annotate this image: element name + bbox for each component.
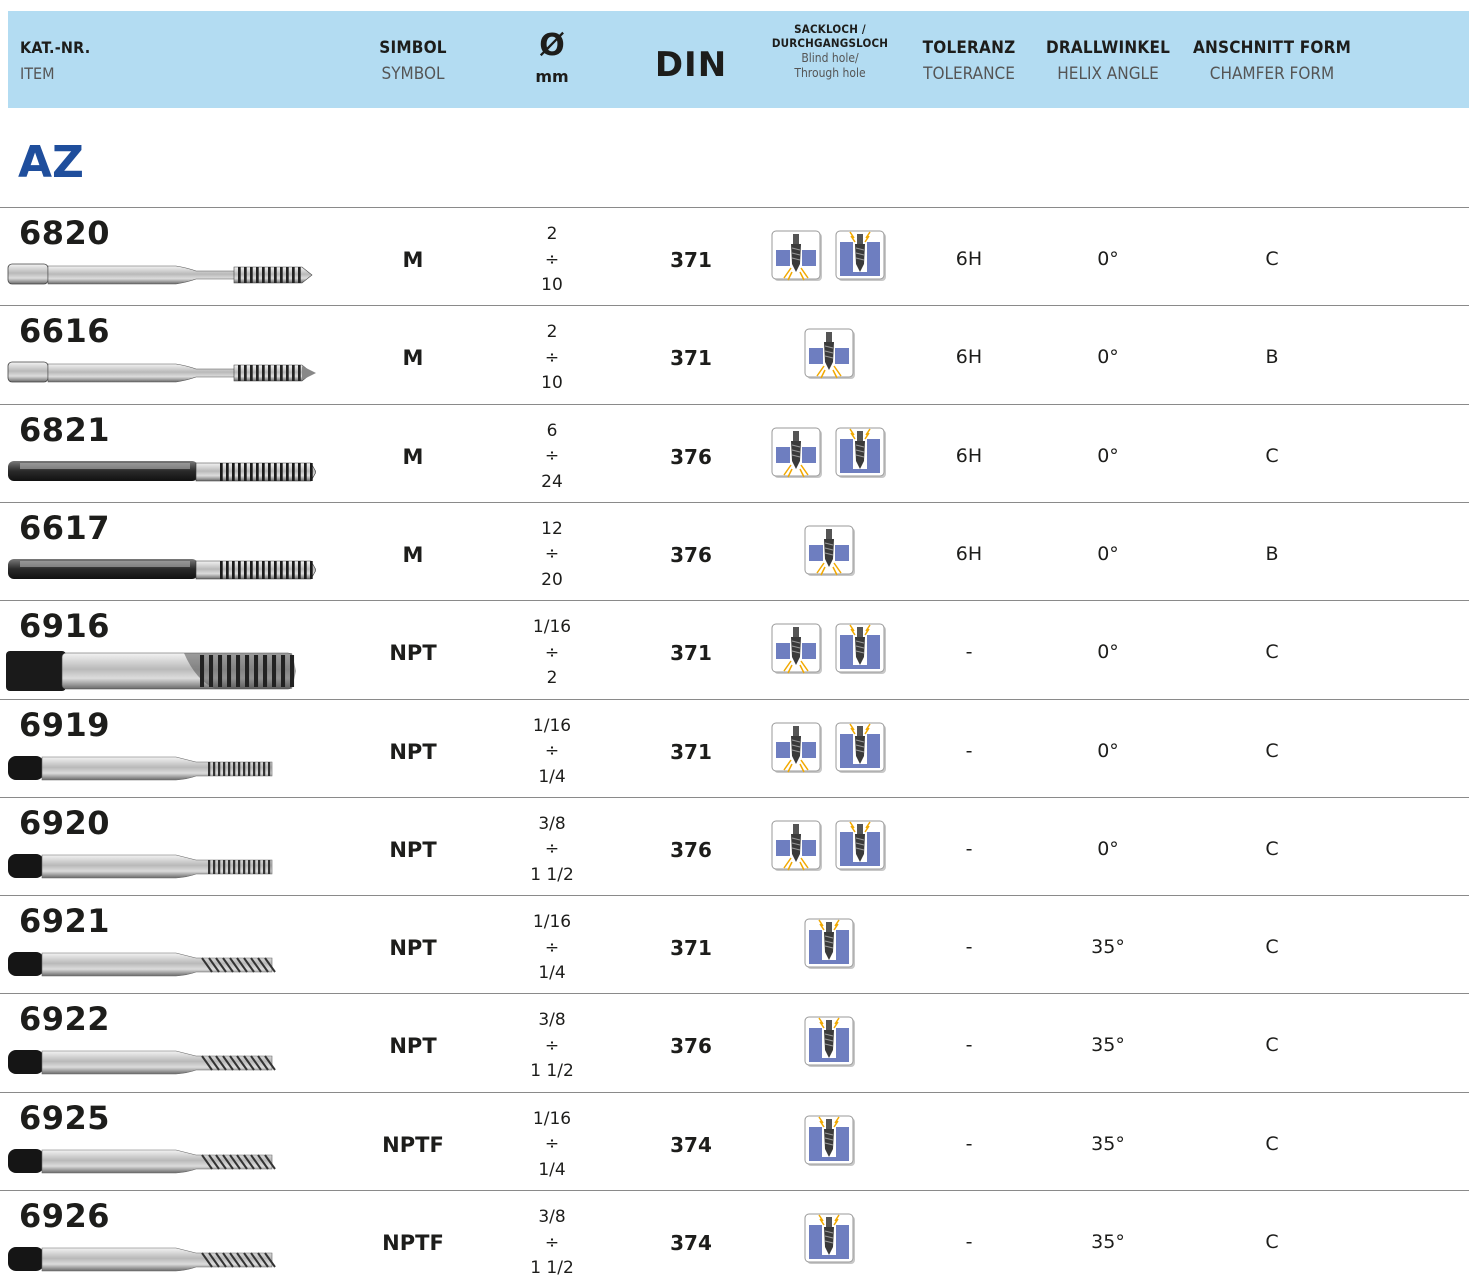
tolerance-value: -	[965, 641, 973, 664]
helix-angle-value: 35°	[1091, 936, 1125, 959]
header-tol-de: TOLERANZ	[922, 38, 1016, 58]
diameter-min: 1/16	[532, 912, 572, 933]
thread-symbol: NPT	[389, 837, 437, 862]
hole-type-icons	[770, 720, 890, 776]
catalog-number: 6925	[19, 1098, 111, 1137]
diameter-max: 1 1/2	[530, 1061, 574, 1082]
diameter-separator: ÷	[544, 1035, 560, 1056]
hole-type-icons	[770, 818, 890, 874]
chamfer-form-value: C	[1265, 444, 1279, 467]
tool-image	[6, 848, 316, 898]
helix-angle-value: 0°	[1097, 837, 1119, 860]
through-hole-icon	[770, 720, 826, 776]
tap-tool-image	[6, 455, 316, 501]
catalog-number: 6919	[19, 705, 111, 744]
din-number: 371	[670, 248, 712, 272]
catalog-number: 6820	[19, 214, 111, 252]
chamfer-form-value: B	[1265, 542, 1279, 565]
hole-type-icons	[803, 916, 859, 972]
catalog-number: 6926	[19, 1197, 111, 1235]
diameter-range	[512, 1205, 592, 1282]
din-number: 374	[670, 1231, 712, 1255]
header-hole-de-1: SACKLOCH /	[794, 22, 866, 36]
diameter-max: 1 1/2	[530, 864, 574, 885]
chamfer-form-value: C	[1265, 248, 1279, 270]
tap-tool-image	[6, 848, 316, 894]
header-item-en: ITEM	[20, 64, 55, 83]
tolerance-value: -	[965, 739, 973, 762]
header-tol-en: TOLERANCE	[923, 64, 1015, 84]
diameter-range	[512, 812, 592, 889]
diameter-range	[512, 517, 592, 594]
header-item	[20, 38, 90, 83]
tool-image	[6, 356, 316, 406]
blind-hole-icon	[834, 228, 890, 284]
tool-image	[6, 258, 316, 308]
helix-angle-value: 0°	[1097, 248, 1119, 270]
header-symbol	[379, 38, 447, 84]
din-number: 371	[670, 641, 712, 666]
helix-angle-value: 0°	[1097, 542, 1119, 565]
chamfer-form-value: B	[1265, 346, 1279, 369]
tolerance-value: -	[965, 936, 973, 959]
diameter-min: 1/16	[532, 1108, 572, 1129]
hole-type-icons	[803, 326, 859, 382]
chamfer-form-value: C	[1265, 641, 1279, 664]
tool-image	[6, 1241, 316, 1282]
header-hole-de-2: DURCHGANGSLOCH	[771, 36, 889, 50]
diameter-max: 1 1/2	[530, 1258, 574, 1278]
tool-image	[6, 946, 316, 996]
diameter-range	[512, 320, 592, 397]
diameter-min: 12	[541, 518, 563, 539]
hole-type-icons	[770, 425, 890, 481]
helix-angle-value: 0°	[1097, 739, 1119, 762]
din-number: 376	[670, 444, 712, 469]
catalog-number: 6617	[19, 508, 111, 547]
thread-symbol: M	[402, 542, 424, 567]
blind-hole-icon	[803, 916, 859, 972]
header-symbol-de: SIMBOL	[379, 38, 447, 58]
diameter-separator: ÷	[544, 839, 560, 860]
catalog-number: 6922	[19, 1000, 111, 1039]
table-row	[0, 1190, 1469, 1282]
helix-angle-value: 35°	[1091, 1034, 1125, 1057]
table-row	[0, 699, 1469, 797]
diameter-min: 6	[546, 420, 558, 441]
helix-angle-value: 35°	[1091, 1132, 1125, 1155]
table-row	[0, 1092, 1469, 1190]
diameter-symbol: Ø	[539, 28, 565, 63]
diameter-range	[512, 419, 592, 496]
tolerance-value: 6H	[955, 248, 983, 270]
table-row	[0, 305, 1469, 403]
tolerance-value: 6H	[955, 346, 983, 369]
diameter-range	[512, 1008, 592, 1085]
tolerance-value: -	[965, 1034, 973, 1057]
helix-angle-value: 0°	[1097, 346, 1119, 369]
thread-symbol: M	[402, 444, 424, 469]
diameter-max: 2	[546, 668, 558, 689]
tolerance-value: -	[965, 1132, 973, 1155]
hole-type-icons	[803, 523, 859, 579]
thread-symbol: NPT	[389, 641, 437, 666]
diameter-separator: ÷	[544, 1134, 560, 1155]
chamfer-form-value: C	[1265, 1231, 1279, 1253]
helix-angle-value: 0°	[1097, 444, 1119, 467]
thread-symbol: M	[402, 346, 424, 371]
diameter-min: 3/8	[538, 1207, 566, 1227]
thread-symbol: M	[402, 248, 424, 272]
thread-symbol: NPT	[389, 1034, 437, 1059]
table-row	[0, 600, 1469, 698]
tap-tool-image	[6, 651, 316, 697]
tool-image	[6, 553, 316, 603]
catalog-number: 6920	[19, 803, 111, 842]
header-helix-de: DRALLWINKEL	[1045, 38, 1171, 58]
header-din: DIN	[654, 45, 728, 85]
din-number: 376	[670, 837, 712, 862]
tool-image	[6, 750, 316, 800]
thread-symbol: NPT	[389, 739, 437, 764]
blind-hole-icon	[834, 720, 890, 776]
chamfer-form-value: C	[1265, 936, 1279, 959]
thread-symbol: NPTF	[382, 1231, 444, 1255]
chamfer-form-value: C	[1265, 837, 1279, 860]
catalog-number: 6821	[19, 410, 111, 449]
diameter-max: 1/4	[538, 963, 566, 984]
diameter-min: 3/8	[538, 813, 566, 834]
helix-angle-value: 35°	[1091, 1231, 1125, 1253]
tolerance-value: 6H	[955, 444, 983, 467]
tap-tool-image	[6, 356, 316, 402]
chamfer-form-value: C	[1265, 1132, 1279, 1155]
table-row	[0, 207, 1469, 305]
thread-symbol: NPTF	[382, 1132, 444, 1157]
header-helix-en: HELIX ANGLE	[1057, 64, 1159, 84]
tap-tool-image	[6, 553, 316, 599]
blind-hole-icon	[803, 1113, 859, 1169]
tap-tool-image	[6, 750, 316, 796]
group-title: AZ	[18, 137, 84, 188]
table-row	[0, 404, 1469, 502]
tool-image	[6, 1143, 316, 1193]
hole-type-icons	[770, 228, 890, 284]
din-number: 371	[670, 346, 712, 371]
helix-angle-value: 0°	[1097, 641, 1119, 664]
din-number: 376	[670, 1034, 712, 1059]
chamfer-form-value: C	[1265, 739, 1279, 762]
din-number: 376	[670, 542, 712, 567]
thread-symbol: NPT	[389, 936, 437, 961]
header-item-de: KAT.-NR.	[20, 38, 91, 57]
tap-tool-image	[6, 1143, 316, 1189]
hole-type-icons	[803, 1211, 859, 1267]
diameter-min: 2	[546, 224, 558, 244]
through-hole-icon	[770, 228, 826, 284]
through-hole-icon	[770, 425, 826, 481]
blind-hole-icon	[803, 1211, 859, 1267]
tolerance-value: -	[965, 1231, 973, 1253]
tap-tool-image	[6, 1241, 316, 1282]
diameter-range	[512, 910, 592, 987]
through-hole-icon	[770, 621, 826, 677]
table-row	[0, 797, 1469, 895]
header-hole-en-1: Blind hole/	[801, 51, 859, 65]
diameter-max: 1/4	[538, 766, 566, 787]
diameter-min: 1/16	[532, 715, 572, 736]
catalog-number: 6616	[19, 312, 111, 351]
diameter-max: 10	[541, 373, 563, 394]
catalog-number: 6916	[19, 607, 111, 646]
header-hole-type	[772, 22, 888, 81]
through-hole-icon	[803, 326, 859, 382]
diameter-max: 1/4	[538, 1159, 566, 1180]
hole-type-icons	[803, 1014, 859, 1070]
tool-image	[6, 455, 316, 505]
diameter-separator: ÷	[544, 347, 560, 368]
diameter-range	[512, 615, 592, 692]
diameter-range	[512, 1107, 592, 1184]
header-chamfer	[1193, 38, 1351, 84]
din-number: 371	[670, 739, 712, 764]
diameter-separator: ÷	[544, 1232, 560, 1253]
table-row	[0, 502, 1469, 600]
diameter-max: 24	[541, 471, 563, 492]
table-row	[0, 993, 1469, 1091]
diameter-min: 2	[546, 322, 558, 343]
blind-hole-icon	[834, 621, 890, 677]
header-chamfer-de: ANSCHNITT FORM	[1193, 38, 1351, 58]
tolerance-value: 6H	[955, 542, 983, 565]
through-hole-icon	[770, 818, 826, 874]
hole-type-icons	[803, 1113, 859, 1169]
tap-tool-image	[6, 1044, 316, 1090]
catalog-number: 6921	[19, 902, 111, 941]
diameter-unit: mm	[535, 67, 569, 86]
diameter-separator: ÷	[544, 249, 560, 270]
header-tolerance	[923, 38, 1016, 84]
hole-type-icons	[770, 621, 890, 677]
tap-tool-image	[6, 946, 316, 992]
din-number: 371	[670, 936, 712, 961]
header-helix	[1046, 38, 1170, 84]
tool-image	[6, 1044, 316, 1094]
diameter-separator: ÷	[544, 544, 560, 565]
diameter-min: 3/8	[538, 1010, 566, 1031]
diameter-max: 20	[541, 569, 563, 590]
diameter-range	[512, 714, 592, 791]
blind-hole-icon	[834, 425, 890, 481]
diameter-max: 10	[541, 275, 563, 295]
through-hole-icon	[803, 523, 859, 579]
diameter-min: 1/16	[532, 617, 572, 638]
din-number: 374	[670, 1132, 712, 1157]
diameter-separator: ÷	[544, 446, 560, 467]
diameter-separator: ÷	[544, 642, 560, 663]
tolerance-value: -	[965, 837, 973, 860]
header-diameter	[535, 28, 569, 86]
header-chamfer-en: CHAMFER FORM	[1209, 64, 1335, 84]
header-symbol-en: SYMBOL	[381, 64, 445, 84]
table-row	[0, 895, 1469, 993]
blind-hole-icon	[803, 1014, 859, 1070]
diameter-separator: ÷	[544, 937, 560, 958]
header-hole-en-2: Through hole	[794, 66, 866, 80]
tap-tool-image	[6, 258, 316, 304]
table-header	[8, 11, 1469, 108]
tool-image	[6, 651, 316, 701]
diameter-range	[512, 222, 592, 299]
diameter-separator: ÷	[544, 741, 560, 761]
chamfer-form-value: C	[1265, 1034, 1279, 1057]
blind-hole-icon	[834, 818, 890, 874]
